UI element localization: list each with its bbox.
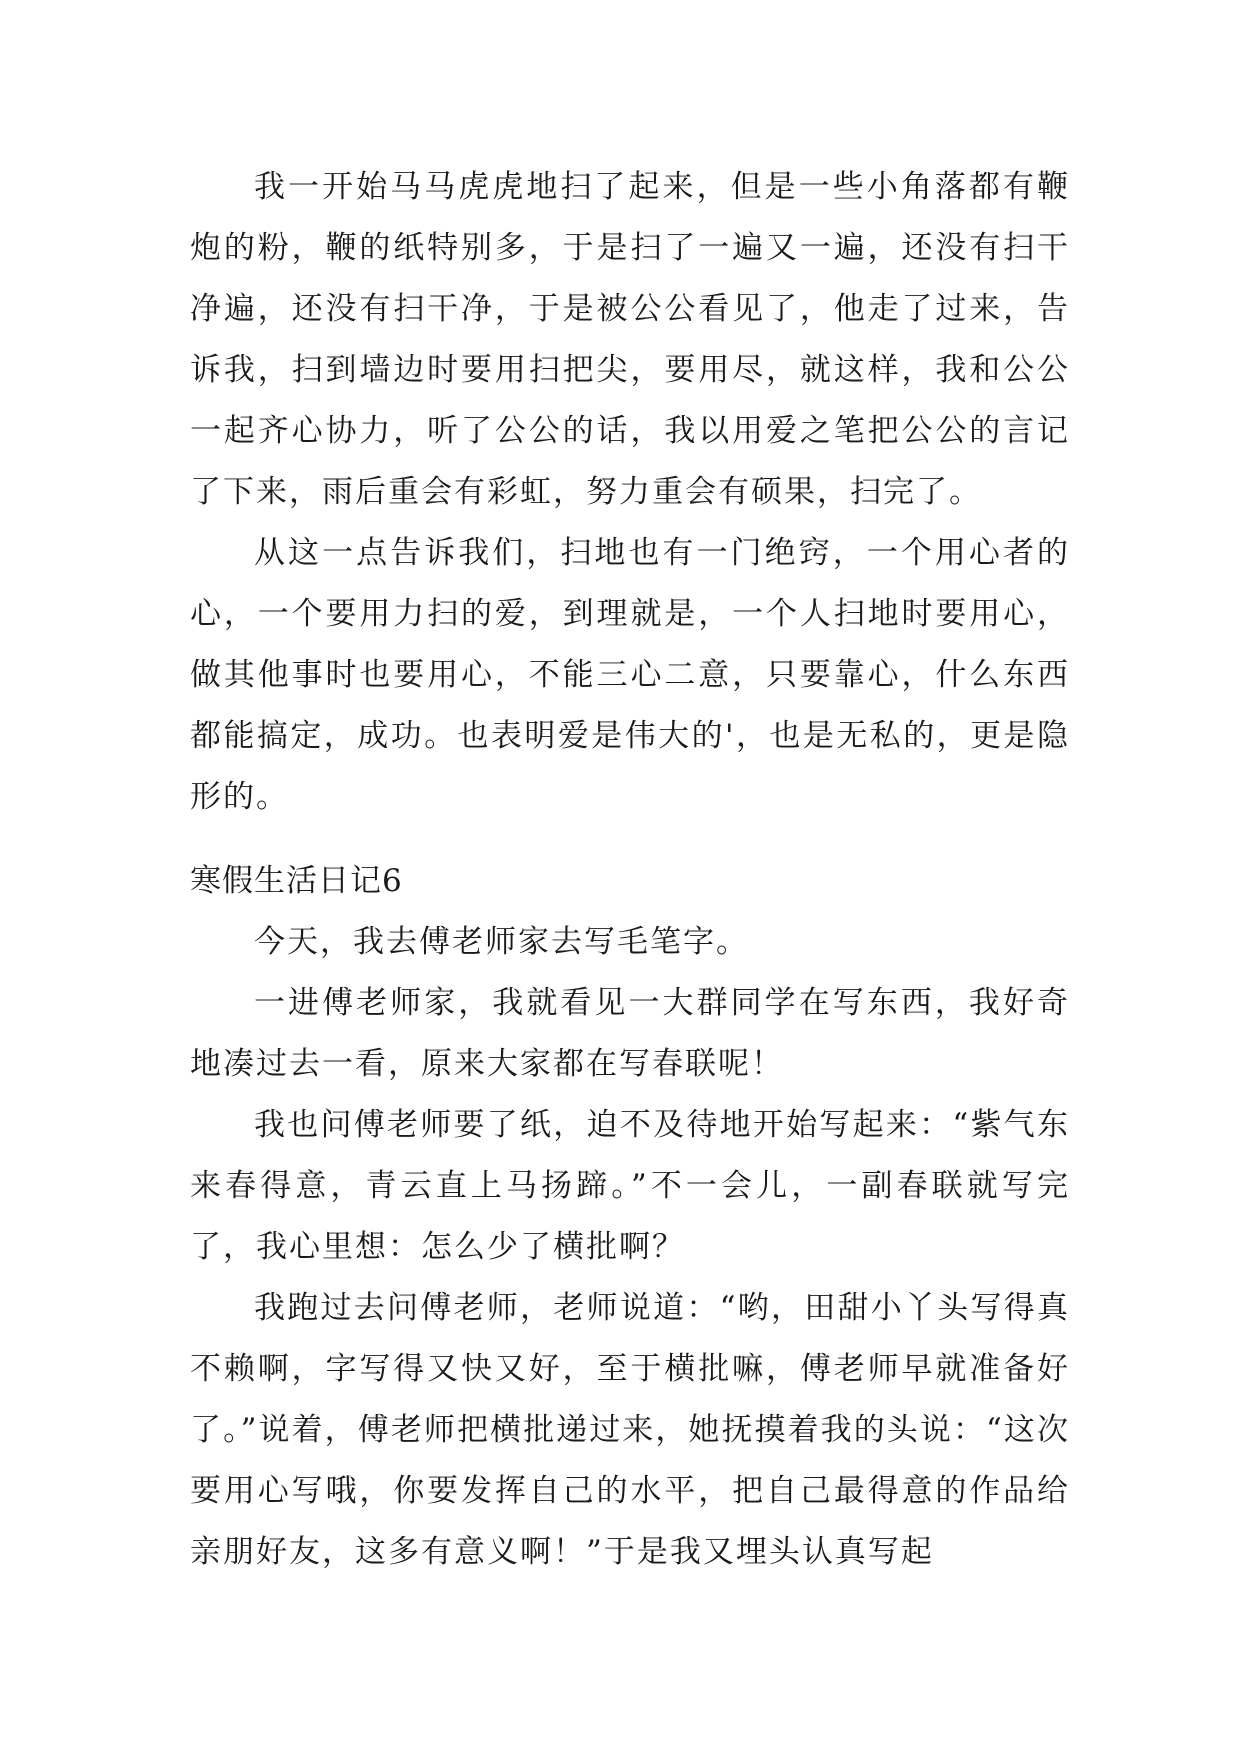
paragraph-intro: 今天，我去傅老师家去写毛笔字。 xyxy=(254,924,749,960)
diary-entry-continuation xyxy=(190,157,1070,828)
diary-entry-title: 寒假生活日记6 xyxy=(190,863,403,899)
paragraph-lesson: 从这一点告诉我们，扫地也有一门绝窍，一个用心者的心，一个要用力扫的爱，到理就是，一个人扫地时要用心，做其他事时也要用心，不能三心二意，只要靠心，什么东西都能搞定，成功。也表明爱是伟大的'，也是无私的，更是隐形的。 xyxy=(190,535,1070,815)
paragraph-teacher-dialogue: 我跑过去问傅老师，老师说道：“哟，田甜小丫头写得真不赖啊，字写得又快又好，至于横批嘛，傅老师早就准备好了。”说着，傅老师把横批递过来，她抚摸着我的头说：“这次要用心写哦，你要发挥自己的水平，把自己最得意的作品给亲朋好友，这多有意义啊！”于是我又埋头认真写起 xyxy=(190,1290,1070,1570)
paragraph-sweeping: 我一开始马马虎虎地扫了起来，但是一些小角落都有鞭炮的粉，鞭的纸特别多，于是扫了一遍又一遍，还没有扫干净遍，还没有扫干净，于是被公公看见了，他走了过来，告诉我，扫到墙边时要用扫把尖，要用尽，就这样，我和公公一起齐心协力，听了公公的话，我以用爱之笔把公公的言记了下来，雨后重会有彩虹，努力重会有硕果，扫完了。 xyxy=(190,169,1070,510)
diary-entry-body xyxy=(190,912,1070,1583)
paragraph-arrival: 一进傅老师家，我就看见一大群同学在写东西，我好奇地凑过去一看，原来大家都在写春联呢！ xyxy=(190,985,1070,1082)
paragraph-couplet: 我也问傅老师要了纸，迫不及待地开始写起来：“紫气东来春得意，青云直上马扬蹄。”不一会儿，一副春联就写完了，我心里想：怎么少了横批啊？ xyxy=(190,1107,1070,1265)
